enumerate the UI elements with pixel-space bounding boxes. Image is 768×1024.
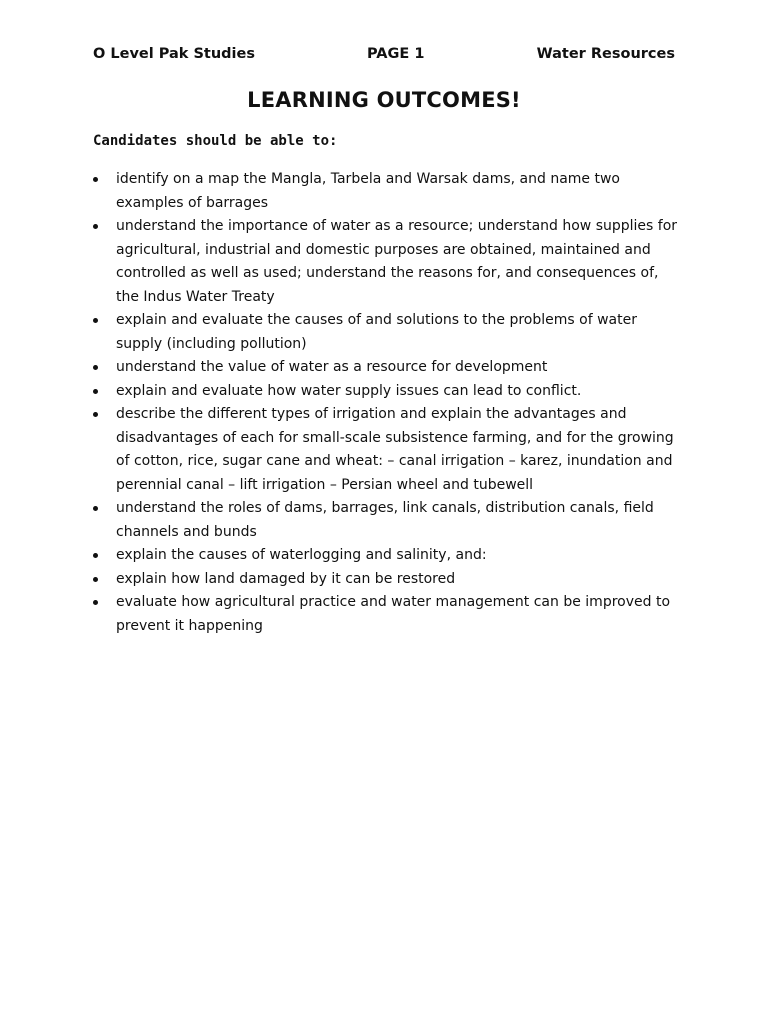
page-title: LEARNING OUTCOMES! — [247, 88, 521, 112]
bullet-icon — [93, 318, 98, 323]
list-item — [93, 568, 683, 592]
section-subheading: Candidates should be able to: — [93, 133, 338, 149]
bullet-icon — [93, 600, 98, 605]
list-item-text: understand the importance of water as a resource; understand how supplies for agricultural, industrial and domestic purposes are obtained, maintained and controlled as well as used; understand the reasons for, and consequences of, the Indus Water Treaty — [116, 218, 678, 305]
header-subject: O Level Pak Studies — [93, 46, 255, 62]
list-item-text: understand the value of water as a resource for development — [116, 359, 548, 375]
header-page-number: PAGE 1 — [367, 46, 425, 62]
list-item-text: identify on a map the Mangla, Tarbela and Warsak dams, and name two examples of barrages — [116, 171, 620, 211]
list-item — [93, 497, 683, 544]
list-item-text: explain the causes of waterlogging and salinity, and: — [116, 547, 487, 563]
list-item-text: understand the roles of dams, barrages, link canals, distribution canals, field channels and bunds — [116, 500, 654, 540]
list-item — [93, 591, 683, 638]
list-item — [93, 380, 683, 404]
list-item — [93, 215, 683, 309]
list-item — [93, 356, 683, 380]
learning-outcomes-list — [93, 168, 683, 638]
list-item-text: explain and evaluate the causes of and solutions to the problems of water supply (including pollution) — [116, 312, 637, 352]
bullet-icon — [93, 365, 98, 370]
list-item — [93, 309, 683, 356]
bullet-icon — [93, 177, 98, 182]
list-item — [93, 168, 683, 215]
list-item-text: evaluate how agricultural practice and water management can be improved to prevent it happening — [116, 594, 671, 634]
bullet-icon — [93, 389, 98, 394]
bullet-icon — [93, 506, 98, 511]
list-item — [93, 403, 683, 497]
running-header — [93, 46, 675, 68]
bullet-icon — [93, 553, 98, 558]
bullet-icon — [93, 577, 98, 582]
list-item-text: describe the different types of irrigation and explain the advantages and disadvantages of each for small-scale subsistence farming, and for the growing of cotton, rice, sugar cane and wheat: – canal irrigation – karez, inundation and perennial canal – lift irrigation – Persian wheel and tubewell — [116, 406, 674, 493]
list-item-text: explain and evaluate how water supply issues can lead to conflict. — [116, 382, 582, 399]
list-item — [93, 544, 683, 568]
bullet-icon — [93, 224, 98, 229]
bullet-icon — [93, 412, 98, 417]
list-item-text: explain how land damaged by it can be restored — [116, 570, 456, 587]
header-topic: Water Resources — [536, 46, 675, 62]
